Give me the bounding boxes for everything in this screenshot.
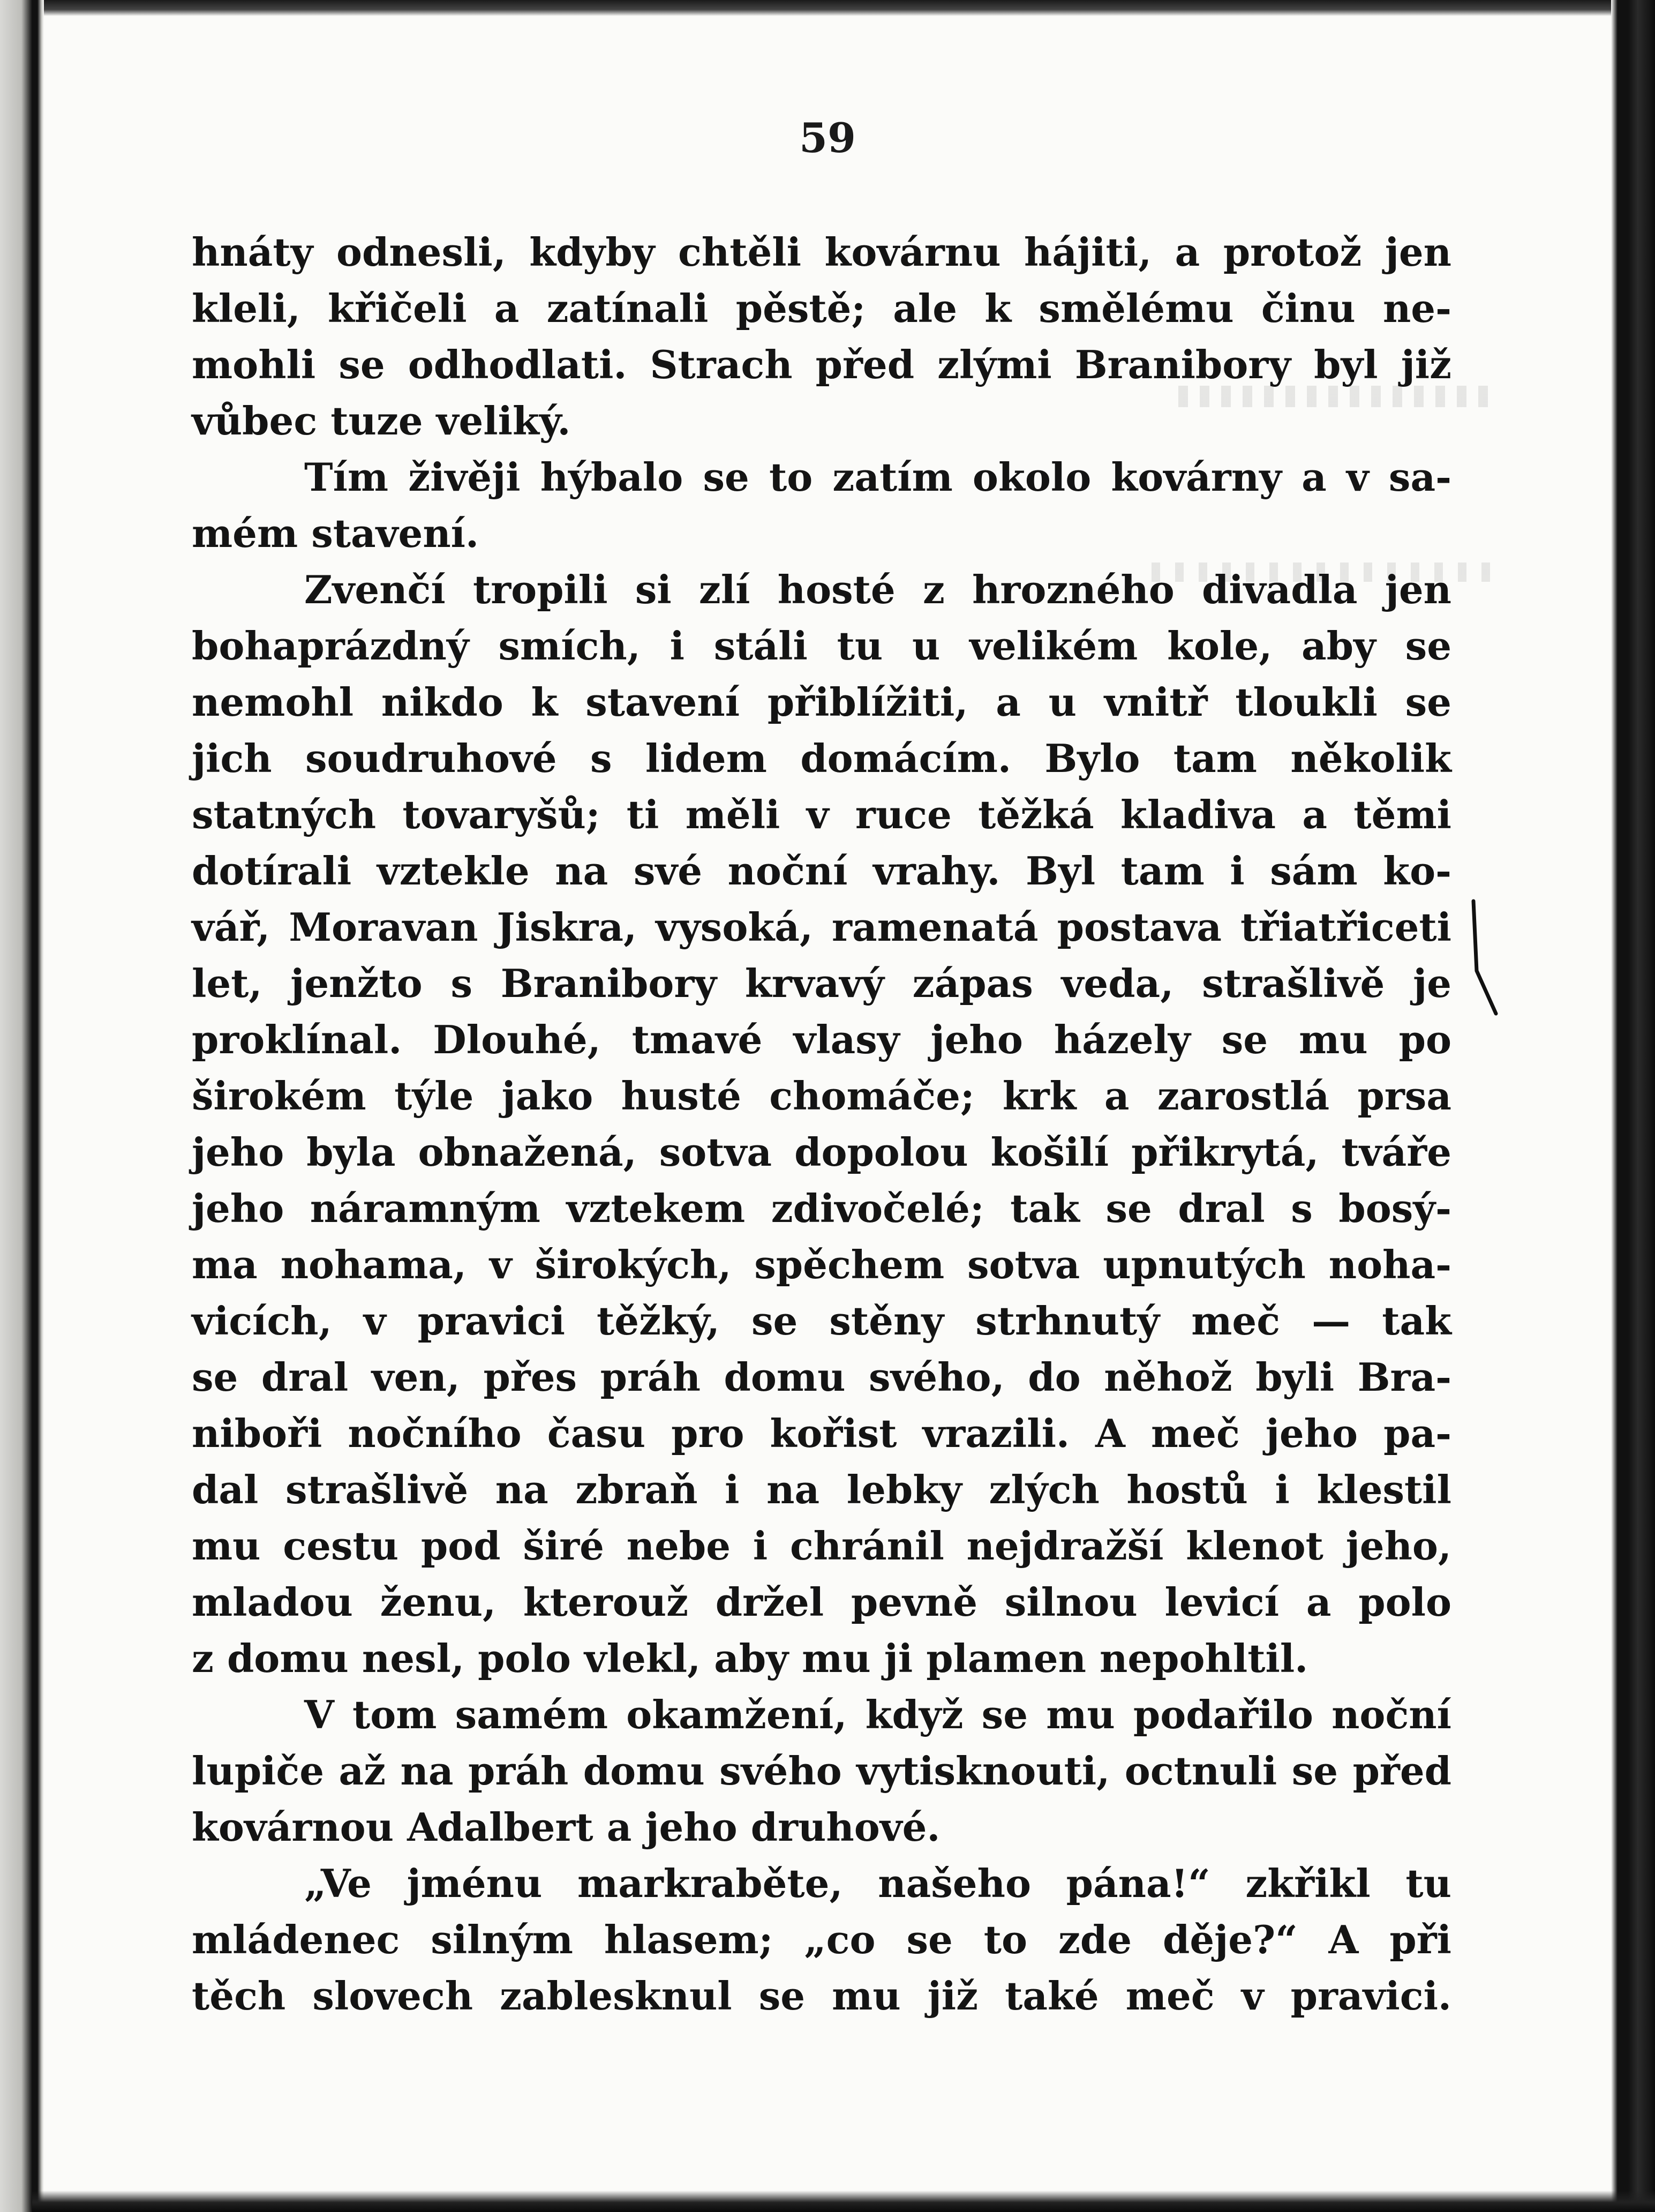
text-line: ma nohama, v širokých, spěchem sotva upnutých noha- [192,1242,1451,1287]
text-line: z domu nesl, polo vlekl, aby mu ji plamen nepohltil. [192,1636,1308,1681]
text-line: jeho náramným vztekem zdivočelé; tak se dral s bosý- [192,1186,1451,1231]
text-line: „Ve jménu markraběte, našeho pána!“ zkřikl tu [304,1861,1451,1906]
text-line: mu cestu pod širé nebe i chránil nejdražší klenot jeho, [192,1523,1451,1569]
text-line: bohaprázdný smích, i stáli tu u velikém kole, aby se [192,623,1451,669]
text-line: lupiče až na práh domu svého vytisknouti, octnuli se před [192,1748,1451,1794]
text-line: mladou ženu, kterouž držel pevně silnou levicí a polo [192,1579,1451,1625]
text-line: širokém týle jako husté chomáče; krk a zarostlá prsa [192,1073,1451,1119]
text-line: jich soudruhové s lidem domácím. Bylo tam několik [192,736,1451,781]
text-line: V tom samém okamžení, když se mu podařilo noční [304,1692,1451,1737]
text-line: Zvenčí tropili si zlí hosté z hrozného divadla jen [304,567,1451,612]
text-line: mohli se odhodlati. Strach před zlými Branibory byl již [192,342,1451,387]
text-line: kovárnou Adalbert a jeho druhové. [192,1804,941,1850]
text-line: jeho byla obnažená, sotva dopolou košilí přikrytá, tváře [192,1129,1451,1175]
text-line: kleli, křičeli a zatínali pěstě; ale k smělému činu ne- [192,286,1451,331]
scan-bottom-edge [32,2191,1655,2212]
text-line: vůbec tuze veliký. [192,398,571,444]
text-line: proklínal. Dlouhé, tmavé vlasy jeho házely se mu po [192,1017,1451,1062]
text-line: dal strašlivě na zbraň i na lebky zlých hostů i klestil [192,1467,1451,1512]
text-line: nemohl nikdo k stavení přiblížiti, a u vnitř tloukli se [192,679,1451,725]
scan-right-edge [1611,0,1655,2212]
text-line: niboři nočního času pro kořist vrazili. A meč jeho pa- [192,1411,1451,1456]
page-number: 59 [799,114,856,162]
margin-mark-icon [1470,890,1502,1024]
text-line: vář, Moravan Jiskra, vysoká, ramenatá postava třiatřiceti [192,904,1451,950]
text-line: Tím živěji hýbalo se to zatím okolo kovárny a v sa- [304,454,1451,500]
scan-left-edge [0,0,44,2212]
text-line: vicích, v pravici těžký, se stěny strhnutý meč — tak [192,1298,1451,1344]
text-line: statných tovaryšů; ti měli v ruce těžká kladiva a těmi [192,792,1451,837]
text-line: se dral ven, přes práh domu svého, do něhož byli Bra- [192,1354,1451,1400]
text-line: těch slovech zablesknul se mu již také meč v pravici. [192,1973,1451,2019]
scan-top-edge [32,0,1655,16]
text-line: mládenec silným hlasem; „co se to zde děje?“ A při [192,1917,1451,1962]
text-line: hnáty odnesli, kdyby chtěli kovárnu hájiti, a protož jen [192,229,1451,275]
text-line: mém stavení. [192,511,479,556]
text-line: let, jenžto s Branibory krvavý zápas veda, strašlivě je [192,961,1451,1006]
text-line: dotírali vztekle na své noční vrahy. Byl tam i sám ko- [192,848,1451,894]
text-body [192,224,1451,2024]
